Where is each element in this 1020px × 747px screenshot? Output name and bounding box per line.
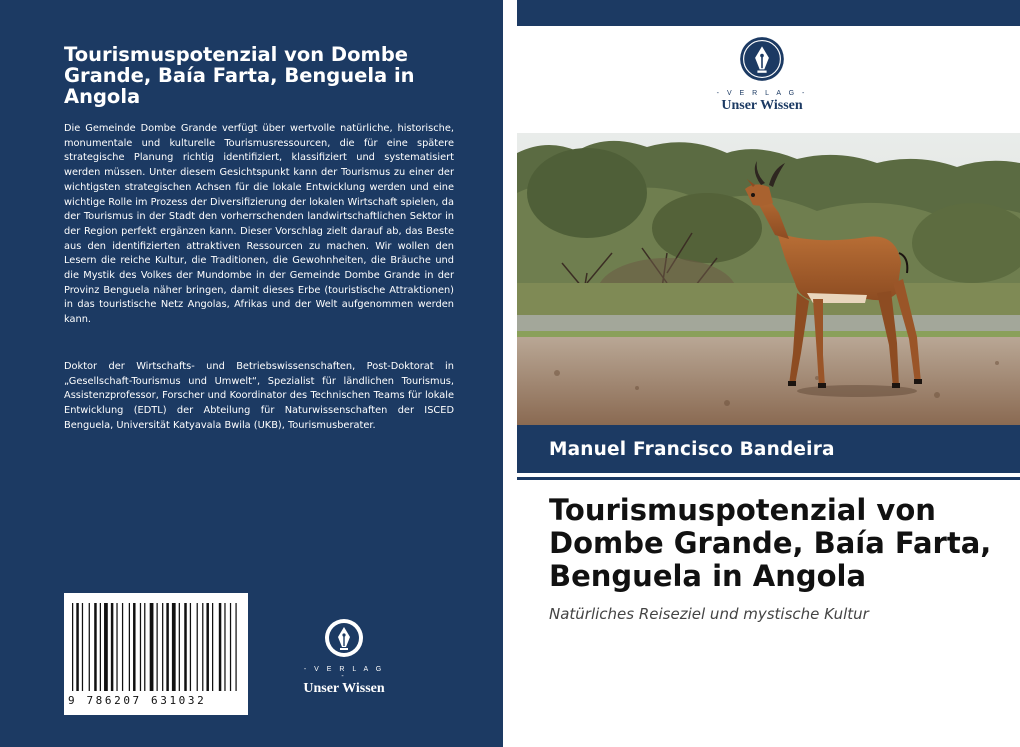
barcode-bar — [157, 603, 158, 691]
back-cover — [0, 0, 503, 747]
front-cover-title: Tourismuspotenzial von Dombe Grande, Baía Farta, Benguela in Angola — [549, 493, 992, 593]
barcode-bar — [166, 603, 169, 691]
barcode-bar — [212, 603, 213, 691]
front-cover-top-band — [517, 0, 1020, 26]
author-name: Manuel Francisco Bandeira — [549, 439, 835, 460]
barcode-bar — [89, 603, 90, 691]
barcode-bar — [94, 603, 97, 691]
barcode-bar — [162, 603, 163, 691]
barcode-bar — [122, 603, 123, 691]
barcode-bar — [82, 603, 83, 691]
barcode-bar — [230, 603, 231, 691]
barcode-bar — [111, 603, 114, 691]
fountain-pen-nib-icon — [324, 618, 364, 658]
barcode-bar — [100, 603, 101, 691]
barcode-bar — [202, 603, 203, 691]
publisher-name: Unser Wissen — [721, 98, 803, 113]
publisher-verlag-label: - V E R L A G - — [716, 90, 808, 97]
back-cover-blurb: Die Gemeinde Dombe Grande verfügt über wertvolle natürliche, historische, monumentale und kulturelle Tourismusressourcen, die für eine spätere strategische Planung richtig identifiziert, klassifiziert und systematisiert werden müssen. Unter diesem Gesichtspunkt kann der Tourismus zu einer der wichtigsten strategischen Achsen für die lokale Entwicklung werden und eine wichtige Rolle im Prozess der Diversifizierung der lokalen Wirtschaft spielen, da der Tourismus in der Stadt den vorherrschenden landwirtschaftlichen Sektor in der Region perfekt ergänzen kann. Dieser Vorschlag zielt darauf ab, das Beste aus den identifizierten attraktiven Ressourcen zu machen. Wir wollen den Lesern die reiche Kultur, die Traditionen, die Gewohnheiten, die Bräuche und die Mystik des Volkes der Mundombe in der Gemeinde Dombe Grande in der Provinz Benguela näher bringen, damit dieses Erbe (touristische Attraktionen) in das touristische Netz Angolas, Afrikas und der Welt aufgenommen werden kann. — [64, 123, 454, 326]
barcode-bar — [184, 603, 187, 691]
barcode-bar — [116, 603, 117, 691]
barcode-bar — [224, 603, 225, 691]
divider-line — [517, 477, 1020, 480]
isbn-barcode — [64, 593, 248, 715]
publisher-verlag-label: - V E R L A G - — [303, 666, 385, 680]
impala-savanna-illustration — [517, 133, 1020, 425]
barcode-bar — [104, 603, 108, 691]
barcode-bar — [197, 603, 198, 691]
barcode-bar — [206, 603, 209, 691]
barcode-bar — [144, 603, 145, 691]
isbn-digits: 9 786207 631032 — [68, 694, 207, 707]
barcode-bar — [76, 603, 79, 691]
author-band — [517, 425, 1020, 473]
publisher-name: Unser Wissen — [303, 681, 385, 696]
publisher-logo-front — [710, 36, 814, 114]
front-cover-subtitle: Natürliches Reiseziel und mystische Kultur — [549, 605, 869, 623]
publisher-logo-back — [300, 618, 388, 697]
barcode-bar — [190, 603, 191, 691]
cover-photo-impala — [517, 133, 1020, 425]
barcode-bar — [72, 603, 73, 691]
author-bio: Doktor der Wirtschafts- und Betriebswissenschaften, Post-Doktorat in „Gesellschaft-Tourismus und Umwelt“, Spezialist für ländlichen Tourismus, Assistenzprofessor, Forscher und Koordinator des Technischen Teams für lokale Entwicklung (EDTL) der Abteilung für Naturwissenschaften der ISCED Benguela, Universität Katyavala Bwila (UKB), Tourismusberater. — [64, 361, 454, 431]
back-cover-title: Tourismuspotenzial von Dombe Grande, Baía Farta, Benguela in Angola — [64, 43, 415, 108]
barcode-bar — [133, 603, 136, 691]
barcode-bar — [235, 603, 236, 691]
barcode-bar — [219, 603, 222, 691]
barcode-bar — [150, 603, 154, 691]
barcode-bar — [179, 603, 180, 691]
barcode-bar — [140, 603, 141, 691]
fountain-pen-nib-icon — [739, 36, 785, 82]
barcode-bar — [129, 603, 130, 691]
barcode-bars — [72, 603, 240, 691]
barcode-bar — [172, 603, 176, 691]
